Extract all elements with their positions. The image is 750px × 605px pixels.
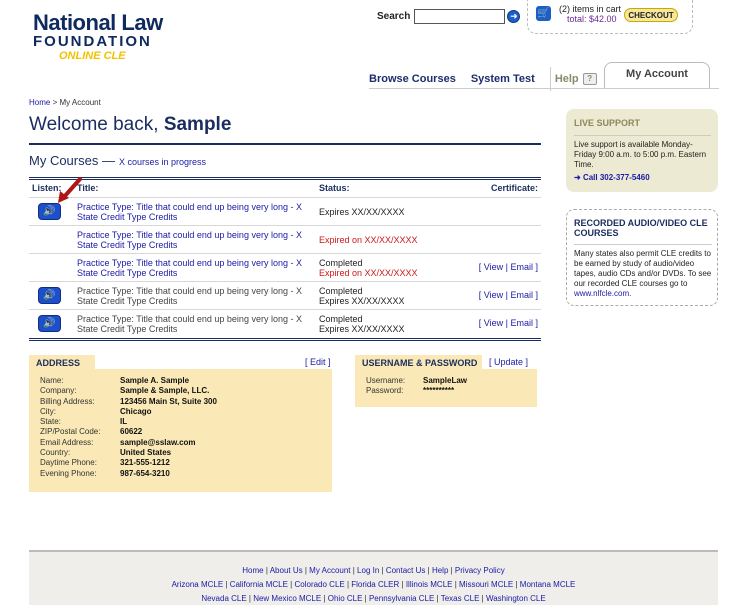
logo-line-1: National Law <box>33 10 163 35</box>
course-status <box>319 314 405 334</box>
address-heading: ADDRESS <box>29 355 95 370</box>
certificate-links[interactable]: [ View | Email ] <box>478 318 538 328</box>
nav-help[interactable] <box>555 73 597 85</box>
col-status: Status: <box>319 183 350 193</box>
recorded-courses-heading: RECORDED AUDIO/VIDEO CLE COURSES <box>574 218 708 238</box>
field-label: Evening Phone: <box>40 468 97 478</box>
site-logo[interactable] <box>33 12 163 62</box>
field-value: IL <box>120 417 128 427</box>
footer-link[interactable]: California MCLE <box>229 580 288 589</box>
footer-link[interactable]: My Account <box>309 566 351 575</box>
field-label: Name: <box>40 376 64 385</box>
field-label: State: <box>40 417 61 427</box>
course-title: Practice Type: Title that could end up being very long - X State Credit Type Credits <box>77 286 302 306</box>
page-title <box>29 114 231 136</box>
status-line: Completed <box>319 314 363 324</box>
footer <box>29 550 718 605</box>
status-expired: Expired on XX/XX/XXXX <box>319 268 418 278</box>
logo-line-3: ONLINE CLE <box>59 50 126 62</box>
my-courses-title: My Courses — <box>29 153 115 168</box>
field-value: sample@sslaw.com <box>120 437 196 447</box>
footer-separator: | <box>344 580 352 589</box>
footer-links-main <box>29 566 718 575</box>
footer-links-states-1 <box>29 580 718 589</box>
footer-link[interactable]: Nevada CLE <box>201 594 247 603</box>
footer-link[interactable]: Home <box>242 566 264 575</box>
course-status <box>319 202 405 217</box>
courses-in-progress-link[interactable]: X courses in progress <box>118 157 207 167</box>
course-status <box>319 230 418 245</box>
footer-separator: | <box>263 566 270 575</box>
footer-link[interactable]: Help <box>431 566 449 575</box>
course-title: Practice Type: Title that could end up being very long - X State Credit Type Credits <box>77 314 302 334</box>
footer-link[interactable]: Illinois MCLE <box>405 580 453 589</box>
footer-separator: | <box>479 594 486 603</box>
table-row <box>29 309 541 337</box>
title-underline <box>29 143 541 145</box>
audio-play-icon[interactable]: 🔊 <box>38 315 61 332</box>
status-line: Completed <box>319 258 363 268</box>
footer-link[interactable]: New Mexico MCLE <box>253 594 322 603</box>
col-listen: Listen: <box>32 183 62 193</box>
help-icon: ? <box>583 73 597 85</box>
divider <box>574 244 712 245</box>
field-label: Email Address: <box>40 437 94 447</box>
course-title-link[interactable]: Practice Type: Title that could end up being very long - X State Credit Type Credits <box>77 258 302 278</box>
field-value: 123456 Main St, Suite 300 <box>120 396 217 406</box>
field-label: Password: <box>366 386 404 396</box>
audio-play-icon[interactable]: 🔊 <box>38 287 61 304</box>
field-label: Company: <box>40 386 77 396</box>
checkout-button[interactable]: CHECKOUT <box>624 8 678 22</box>
logo-line-2: FOUNDATION <box>33 33 152 50</box>
footer-link[interactable]: Pennsylvania CLE <box>368 594 435 603</box>
courses-top-rule <box>29 177 541 180</box>
tab-my-account[interactable]: My Account <box>604 62 710 88</box>
footer-link[interactable]: Washington CLE <box>485 594 546 603</box>
footer-link[interactable]: Log In <box>357 566 380 575</box>
search-input[interactable] <box>414 9 505 24</box>
field-value: 60622 <box>120 427 143 437</box>
course-title-link[interactable]: Practice Type: Title that could end up being very long - X State Credit Type Credits <box>77 230 302 250</box>
field-label: Billing Address: <box>40 396 95 406</box>
field-label: Daytime Phone: <box>40 458 97 468</box>
certificate-links[interactable]: [ View | Email ] <box>478 262 538 272</box>
footer-link[interactable]: Montana MCLE <box>519 580 576 589</box>
course-status <box>319 286 405 306</box>
footer-separator: | <box>287 580 295 589</box>
cart-icon[interactable]: 🛒 <box>537 8 550 19</box>
courses-table-header <box>29 182 541 196</box>
status-line: Expires XX/XX/XXXX <box>319 207 405 217</box>
nav-browse-courses[interactable]: Browse Courses <box>369 73 456 85</box>
field-value: ********** <box>423 386 455 396</box>
address-panel-gap <box>95 355 332 369</box>
search-label: Search <box>377 11 411 22</box>
nav-system-test[interactable]: System Test <box>470 73 535 85</box>
table-row <box>29 253 541 281</box>
breadcrumb-separator: > <box>50 98 60 107</box>
footer-separator: | <box>350 566 358 575</box>
course-title-link[interactable]: Practice Type: Title that could end up being very long - X State Credit Type Credits <box>77 202 302 222</box>
status-line: Expires XX/XX/XXXX <box>319 324 405 334</box>
recorded-courses-text <box>574 249 714 299</box>
field-label: ZIP/Postal Code: <box>40 427 101 437</box>
footer-links-states-2 <box>29 594 718 603</box>
live-support-text: Live support is available Monday-Friday 9:00 a.m. to 5:00 p.m. Eastern Time. <box>574 140 707 169</box>
footer-separator: | <box>321 594 328 603</box>
footer-separator: | <box>246 594 254 603</box>
divider <box>574 135 711 136</box>
footer-link[interactable]: Missouri MCLE <box>459 580 514 589</box>
arrow-right-icon[interactable]: ➜ <box>507 10 520 23</box>
welcome-prefix: Welcome back, <box>29 114 164 135</box>
status-line: Completed <box>319 286 363 296</box>
footer-link[interactable]: Contact Us <box>385 566 426 575</box>
footer-separator: | <box>379 566 386 575</box>
table-row <box>29 281 541 309</box>
edit-address-link[interactable]: [ Edit ] <box>305 357 331 367</box>
footer-top-rule <box>29 550 718 552</box>
field-label: Username: <box>366 376 406 385</box>
courses-bottom-rule <box>29 338 541 341</box>
pointer-arrow-icon <box>56 176 86 206</box>
recorded-courses-link[interactable]: www.nlfcle.com. <box>574 289 632 298</box>
footer-separator: | <box>448 566 455 575</box>
footer-link[interactable]: About Us <box>269 566 303 575</box>
course-status <box>319 258 418 278</box>
live-support-box <box>566 109 718 192</box>
footer-link[interactable]: Texas CLE <box>440 594 480 603</box>
field-value: Sample A. Sample <box>120 376 190 385</box>
field-value: 321-555-1212 <box>120 458 170 468</box>
breadcrumb-current: My Account <box>59 98 101 107</box>
my-courses-heading <box>29 153 206 168</box>
status-expired: Expired on XX/XX/XXXX <box>319 235 418 245</box>
footer-link[interactable]: Florida CLER <box>351 580 400 589</box>
footer-separator: | <box>302 566 310 575</box>
nav-help-label: Help <box>554 73 579 85</box>
footer-link[interactable]: Ohio CLE <box>327 594 363 603</box>
call-phone-link[interactable] <box>574 173 650 182</box>
field-value: United States <box>120 448 172 458</box>
footer-separator: | <box>434 594 441 603</box>
table-row <box>29 197 541 225</box>
table-row <box>29 225 541 253</box>
breadcrumb-home[interactable]: Home <box>29 98 51 107</box>
footer-link[interactable]: Privacy Policy <box>454 566 505 575</box>
field-value: Chicago <box>120 406 152 416</box>
footer-separator: | <box>452 580 460 589</box>
col-title: Title: <box>77 183 99 193</box>
recorded-courses-body: Many states also permit CLE credits to be earned by study of audio/video tapes, audio CDs and/or DVDs. To see our recorded CLE courses go to <box>574 249 712 288</box>
field-label: City: <box>40 406 56 416</box>
user-name: Sample <box>163 114 232 135</box>
footer-separator: | <box>513 580 520 589</box>
breadcrumb <box>29 98 101 107</box>
cart-widget <box>527 0 693 34</box>
arrow-right-icon: ➜ <box>574 173 583 182</box>
footer-link[interactable]: Arizona MCLE <box>171 580 224 589</box>
footer-link[interactable]: Colorado CLE <box>294 580 345 589</box>
cart-summary <box>559 4 621 24</box>
col-certificate: Certificate: <box>490 183 538 193</box>
footer-separator: | <box>425 566 432 575</box>
footer-separator: | <box>399 580 406 589</box>
certificate-links[interactable]: [ View | Email ] <box>478 290 538 300</box>
field-value: Sample & Sample, LLC. <box>120 386 210 396</box>
field-label: Country: <box>40 448 71 458</box>
footer-separator: | <box>223 580 230 589</box>
cart-items-count: (2) items in cart <box>559 4 622 14</box>
footer-separator: | <box>362 594 369 603</box>
credentials-heading: USERNAME & PASSWORD <box>355 355 482 370</box>
field-value: SampleLaw <box>423 376 468 385</box>
recorded-courses-box <box>566 209 718 306</box>
cart-total: total: $42.00 <box>567 14 617 24</box>
nav-divider-line <box>369 88 719 89</box>
field-value: 987-654-3210 <box>120 468 170 478</box>
status-line: Expires XX/XX/XXXX <box>319 296 405 306</box>
search-bar <box>377 9 520 24</box>
audio-play-icon[interactable]: 🔊 <box>38 203 61 220</box>
live-support-heading: LIVE SUPPORT <box>574 118 641 128</box>
update-credentials-link[interactable]: [ Update ] <box>489 357 529 367</box>
call-phone-text: Call 302-377-5460 <box>582 173 650 182</box>
